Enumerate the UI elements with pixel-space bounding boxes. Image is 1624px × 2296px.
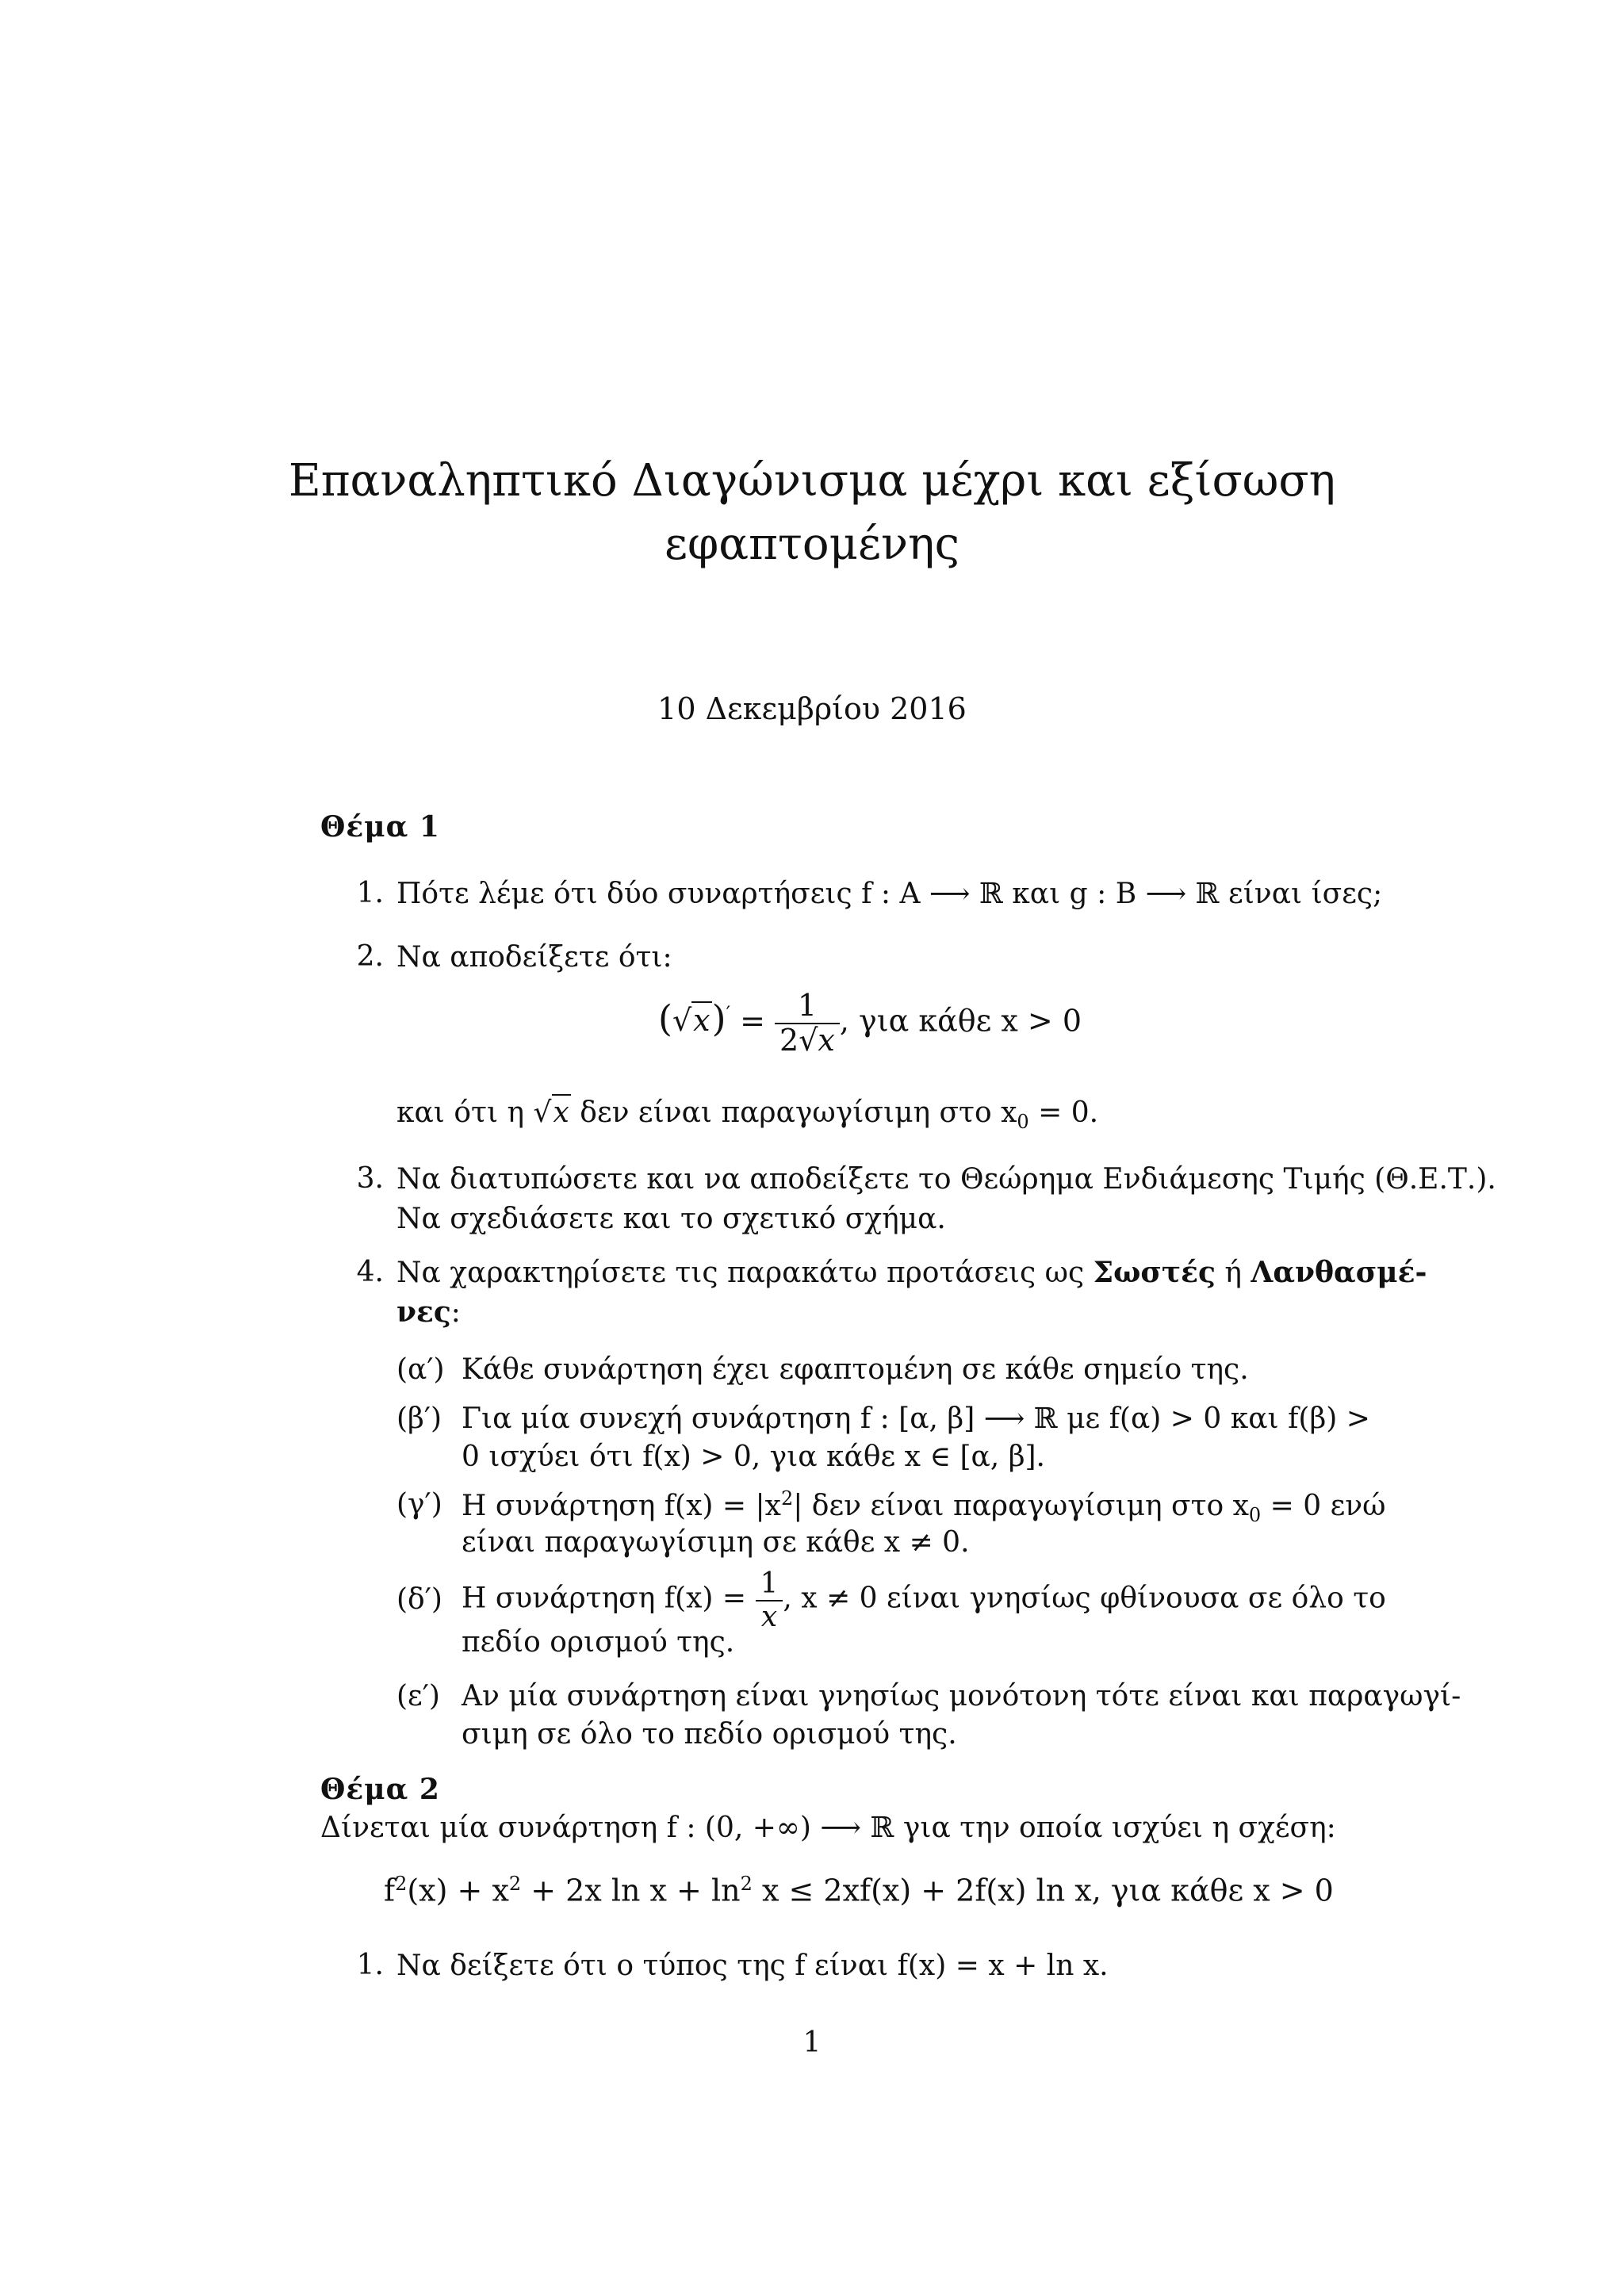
q4-line-2: νες: <box>396 1295 461 1329</box>
theme-1-heading: Θέμα 1 <box>320 810 440 844</box>
item-c-line-1: Η συνάρτηση $f(x) = |x^2|$ δεν είναι παραγωγίσιμη στο $x_0 = 0$ ενώ <box>462 1487 1386 1527</box>
item-e-line-2: σιμη σε όλο το πεδίο ορισμού της. <box>462 1718 957 1751</box>
theme-2-intro: Δίνεται μία συνάρτηση f : (0, +∞) ⟶ ℝ για την οποία ισχύει η σχέση: <box>320 1812 1336 1844</box>
q2-fraction: $\frac{1}{2√x}$ <box>775 989 840 1058</box>
document-title-line-1: Επαναληπτικό Διαγώνισμα μέχρι και εξίσωση <box>288 455 1336 507</box>
theme-2-heading: Θέμα 2 <box>320 1773 440 1806</box>
q4-correct-label: Σωστές <box>1093 1256 1216 1289</box>
q1-text: Πότε λέμε ότι δύο συναρτήσεις f : A ⟶ ℝ και g : B ⟶ ℝ είναι ίσες; <box>396 878 1383 910</box>
q3-number: 3. <box>356 1162 384 1195</box>
document-date: 10 Δεκεμβρίου 2016 <box>657 691 967 726</box>
item-a-label: (α′) <box>396 1353 445 1386</box>
item-c-line-2: είναι παραγωγίσιμη σε κάθε x ≠ 0. <box>462 1526 970 1559</box>
item-d-line-1: Η συνάρτηση f(x) = $\frac{1}{x}$ , x ≠ 0 είναι γνησίως φθίνουσα σε όλο το <box>462 1567 1386 1633</box>
item-a-line-1: Κάθε συνάρτηση έχει εφαπτομένη σε κάθε σημείο της. <box>462 1353 1249 1386</box>
q4-line-1: Να χαρακτηρίσετε τις παρακάτω προτάσεις ως Σωστές ή Λανθασμέ- <box>396 1256 1427 1289</box>
q2-formula: (√x)′ = $\frac{1}{2√x}$ , για κάθε x > 0 <box>658 988 1082 1058</box>
q3-line-1: Να διατυπώσετε και να αποδείξετε το Θεώρημα Ενδιάμεσης Τιμής (Θ.Ε.Τ.). <box>396 1163 1496 1196</box>
item-b-line-1: Για μία συνεχή συνάρτηση f : [α, β] ⟶ ℝ με f(α) > 0 και f(β) > <box>462 1402 1370 1435</box>
q4-wrong-label: Λανθασμέ- <box>1251 1256 1427 1289</box>
item-b-line-2: 0 ισχύει ότι f(x) > 0, για κάθε x ∈ [α, β]. <box>462 1441 1045 1473</box>
item-d-label: (δ′) <box>396 1583 442 1616</box>
theme-2-q1-number: 1. <box>356 1949 384 1981</box>
item-d-line-2: πεδίο ορισμού της. <box>462 1626 735 1659</box>
q2-number: 2. <box>356 940 384 973</box>
q1-number: 1. <box>356 877 384 909</box>
q2-formula-tail: , για κάθε x > 0 <box>839 1003 1082 1039</box>
item-e-line-1: Αν μία συνάρτηση είναι γνησίως μονότονη τότε είναι και παραγωγί- <box>462 1680 1461 1712</box>
document-title-line-2: εφαπτομένης <box>665 519 959 570</box>
item-c-label: (γ′) <box>396 1488 442 1521</box>
q3-line-2: Να σχεδιάσετε και το σχετικό σχήμα. <box>396 1203 946 1235</box>
item-d-fraction: $\frac{1}{x}$ <box>756 1568 783 1632</box>
item-e-label: (ε′) <box>396 1680 440 1712</box>
theme-2-relation: $f^2(x) + x^2 + 2x$ $\ln x + \ln^2 x \le 2xf(x) + 2f(x)$ ln x, για κάθε x > 0 <box>384 1873 1334 1908</box>
theme-2-q1-text: Να δείξετε ότι ο τύπος της f είναι f(x) = x + ln x. <box>396 1950 1109 1982</box>
q4-number: 4. <box>356 1256 384 1288</box>
page-number: 1 <box>802 2026 822 2059</box>
q2-followup: και ότι η √x δεν είναι παραγωγίσιμη στο $x_0 = 0$. <box>396 1094 1098 1134</box>
item-b-label: (β′) <box>396 1402 442 1435</box>
q2-text: Να αποδείξετε ότι: <box>396 941 672 974</box>
